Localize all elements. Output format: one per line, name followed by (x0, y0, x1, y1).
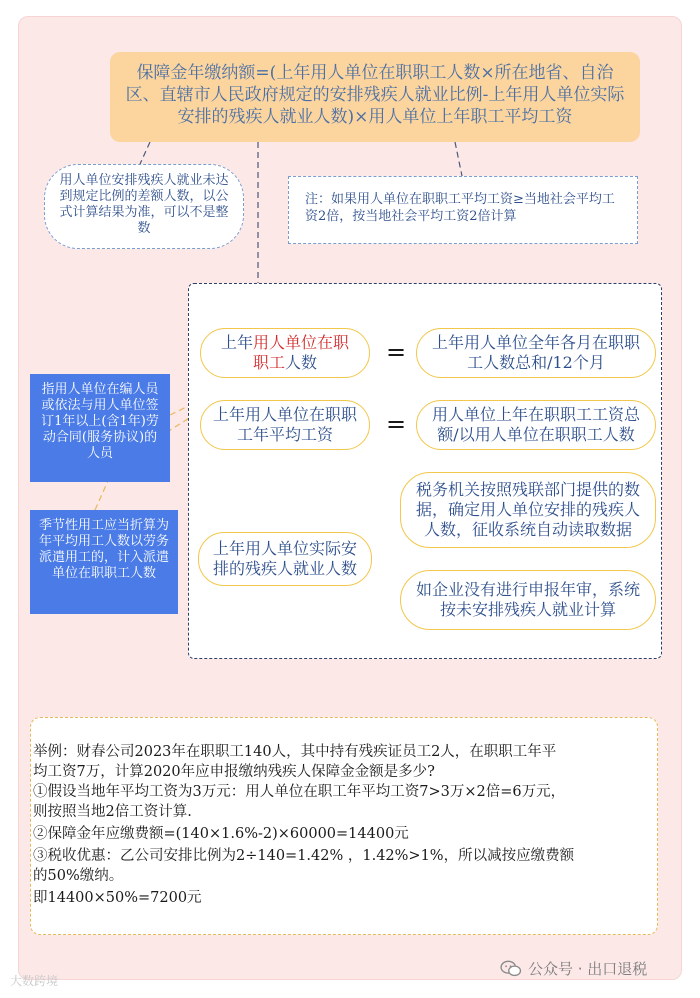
watermark-right (500, 958, 647, 979)
example-line: 则按照当地2倍工资计算. (33, 804, 192, 820)
term-prefix: 上年 (220, 333, 253, 352)
definition-average-salary (416, 400, 656, 450)
note-right-text: 注：如果用人单位在职职工平均工资≥当地社会平均工资2倍，按当地社会平均工资2倍计算 (305, 192, 615, 224)
term-employee-count-label (221, 333, 349, 373)
wechat-icon (500, 960, 522, 978)
term-disabled-employees-text: 上年用人单位实际安排的残疾人就业人数 (212, 539, 357, 578)
definition-employee-count (416, 328, 656, 378)
example-line: 举例：财春公司2023年在职职工140人，其中持有残疾证员工2人，在职职工年平 (33, 744, 557, 760)
branch-no-annual-review (400, 570, 656, 630)
formula-text: 保障金年缴纳额=(上年用人单位在职职工人数×所在地省、自治区、直辖市人民政府规定的安排残疾人就业比例-上年用人单位实际安排的残疾人就业人数)×用人单位上年职工平均工资 (125, 63, 625, 127)
connector-formula-note-right (455, 142, 462, 176)
example-line: ③税收优惠：乙公司安排比例为2÷140=1.42% ，1.42%>1%，所以减按应缴费额 (33, 848, 575, 864)
branch-tax-authority (400, 472, 656, 548)
example-box (30, 717, 658, 935)
example-line: ①假设当地年平均工资为3万元：用人单位在职工年平均工资7>3万×2倍=6万元， (33, 784, 566, 800)
side-note-seasonal-workers-text: 季节性用工应当折算为年平均用工人数以劳务派遣用工的，计入派遣单位在职职工人数 (38, 518, 169, 581)
branch-tax-authority-text: 税务机关按照残联部门提供的数据，确定用人单位安排的残疾人人数，征收系统自动读取数据 (415, 480, 640, 539)
side-note-employee-definition-text: 指用人单位在编人员或依法与用人单位签订1年以上(含1年)劳动合同(服务协议)的人员 (41, 382, 159, 461)
term-highlight-line2: 职工 (252, 353, 285, 372)
example-line: ②保障金年应缴费额=(140×1.6%-2)×60000=14400元 (33, 826, 409, 842)
side-note-employee-definition (30, 374, 170, 482)
connector-formula-note-left (140, 142, 150, 164)
term-suffix: 人数 (285, 353, 318, 372)
definition-average-salary-text: 用人单位上年在职职工工资总额/以用人单位在职职工人数 (431, 405, 640, 444)
term-highlight: 用人单位在职 (253, 333, 350, 352)
note-left-bubble (44, 164, 244, 249)
example-line: 即14400×50%=7200元 (33, 890, 202, 906)
note-left-text: 用人单位安排残疾人就业未达到规定比例的差额人数，以公式计算结果为准，可以不是整数 (59, 173, 229, 236)
formula-box (110, 52, 640, 142)
term-average-salary (200, 400, 370, 450)
term-disabled-employees (198, 532, 372, 586)
branch-no-annual-review-text: 如企业没有进行申报年审，系统按未安排残疾人就业计算 (415, 580, 640, 619)
equals-sign: = (386, 410, 407, 438)
watermark-left: 大数跨境 (10, 974, 59, 988)
term-employee-count (200, 328, 370, 378)
term-average-salary-text: 上年用人单位在职职工年平均工资 (213, 405, 358, 444)
equals-sign: = (386, 338, 407, 366)
example-line: 的50%缴纳。 (33, 868, 124, 884)
watermark-right-text: 公众号 · 出口退税 (528, 960, 648, 978)
example-line: 均工资7万，计算2020年应申报缴纳残疾人保障金金额是多少? (33, 764, 435, 780)
note-right-box (288, 176, 638, 244)
definition-employee-count-text: 上年用人单位全年各月在职职工人数总和/12个月 (431, 333, 640, 372)
side-note-seasonal-workers (30, 510, 178, 614)
